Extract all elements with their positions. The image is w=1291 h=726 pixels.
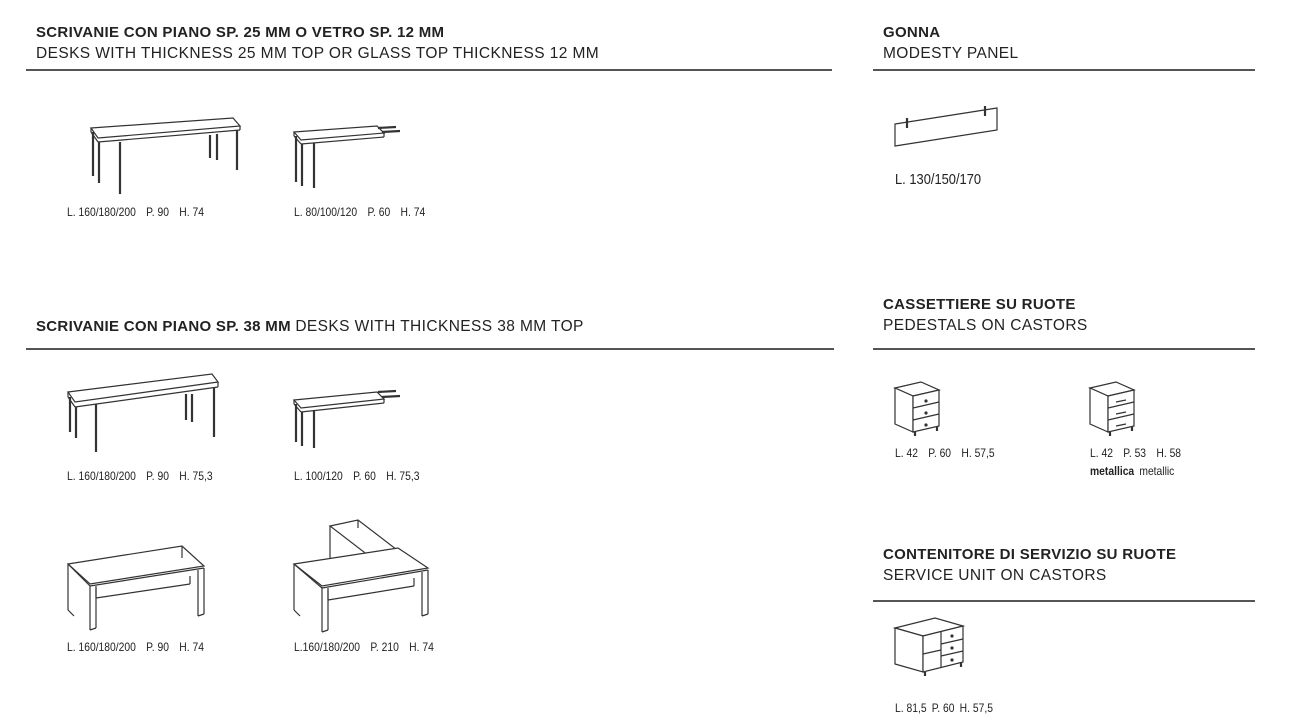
divider — [26, 348, 834, 350]
pedestal-icon — [893, 382, 945, 438]
dimensions: L.160/180/200 P. 210 H. 74 — [294, 640, 434, 654]
dimensions: L. 100/120 P. 60 H. 75,3 — [294, 469, 420, 483]
section-subtitle-desks25: DESKS WITH THICKNESS 25 MM TOP OR GLASS TOP THICKNESS 12 MM — [36, 45, 600, 62]
l-shaped-desk-icon — [292, 518, 442, 636]
divider — [26, 69, 832, 71]
section-subtitle-modesty: MODESTY PANEL — [883, 45, 1019, 62]
dimensions: L. 130/150/170 — [895, 171, 982, 188]
desk-icon — [66, 372, 226, 462]
divider — [873, 69, 1255, 71]
material-note: metallica metallic — [1090, 464, 1175, 478]
divider — [873, 600, 1255, 602]
section-title-desks38: SCRIVANIE CON PIANO SP. 38 MM DESKS WITH THICKNESS 38 MM TOP — [36, 318, 584, 335]
metal-pedestal-icon — [1088, 382, 1140, 438]
dimensions: L. 42 P. 60 H. 57,5 — [895, 446, 995, 460]
dimensions: L. 160/180/200 P. 90 H. 74 — [67, 640, 204, 654]
section-title-pedestals: CASSETTIERE SU RUOTE — [883, 296, 1076, 313]
section-title-desks25: SCRIVANIE CON PIANO SP. 25 MM O VETRO SP. 12 MM — [36, 24, 445, 41]
modesty-panel-icon — [893, 104, 1005, 148]
divider — [873, 348, 1255, 350]
desk-icon — [85, 108, 245, 198]
section-subtitle-pedestals: PEDESTALS ON CASTORS — [883, 317, 1088, 334]
section-title-service: CONTENITORE DI SERVIZIO SU RUOTE — [883, 546, 1177, 563]
panel-desk-icon — [66, 542, 216, 634]
service-unit-icon — [893, 618, 969, 678]
dimensions: L. 160/180/200 P. 90 H. 75,3 — [67, 469, 213, 483]
dimensions: L. 80/100/120 P. 60 H. 74 — [294, 205, 426, 219]
dimensions: L. 81,5 P. 60 H. 57,5 — [895, 701, 993, 715]
desk-extension-icon — [292, 384, 412, 454]
section-subtitle-service: SERVICE UNIT ON CASTORS — [883, 567, 1107, 584]
section-title-modesty: GONNA — [883, 24, 941, 41]
desk-extension-icon — [292, 120, 412, 190]
dimensions: L. 42 P. 53 H. 58 — [1090, 446, 1182, 460]
dimensions: L. 160/180/200 P. 90 H. 74 — [67, 205, 204, 219]
